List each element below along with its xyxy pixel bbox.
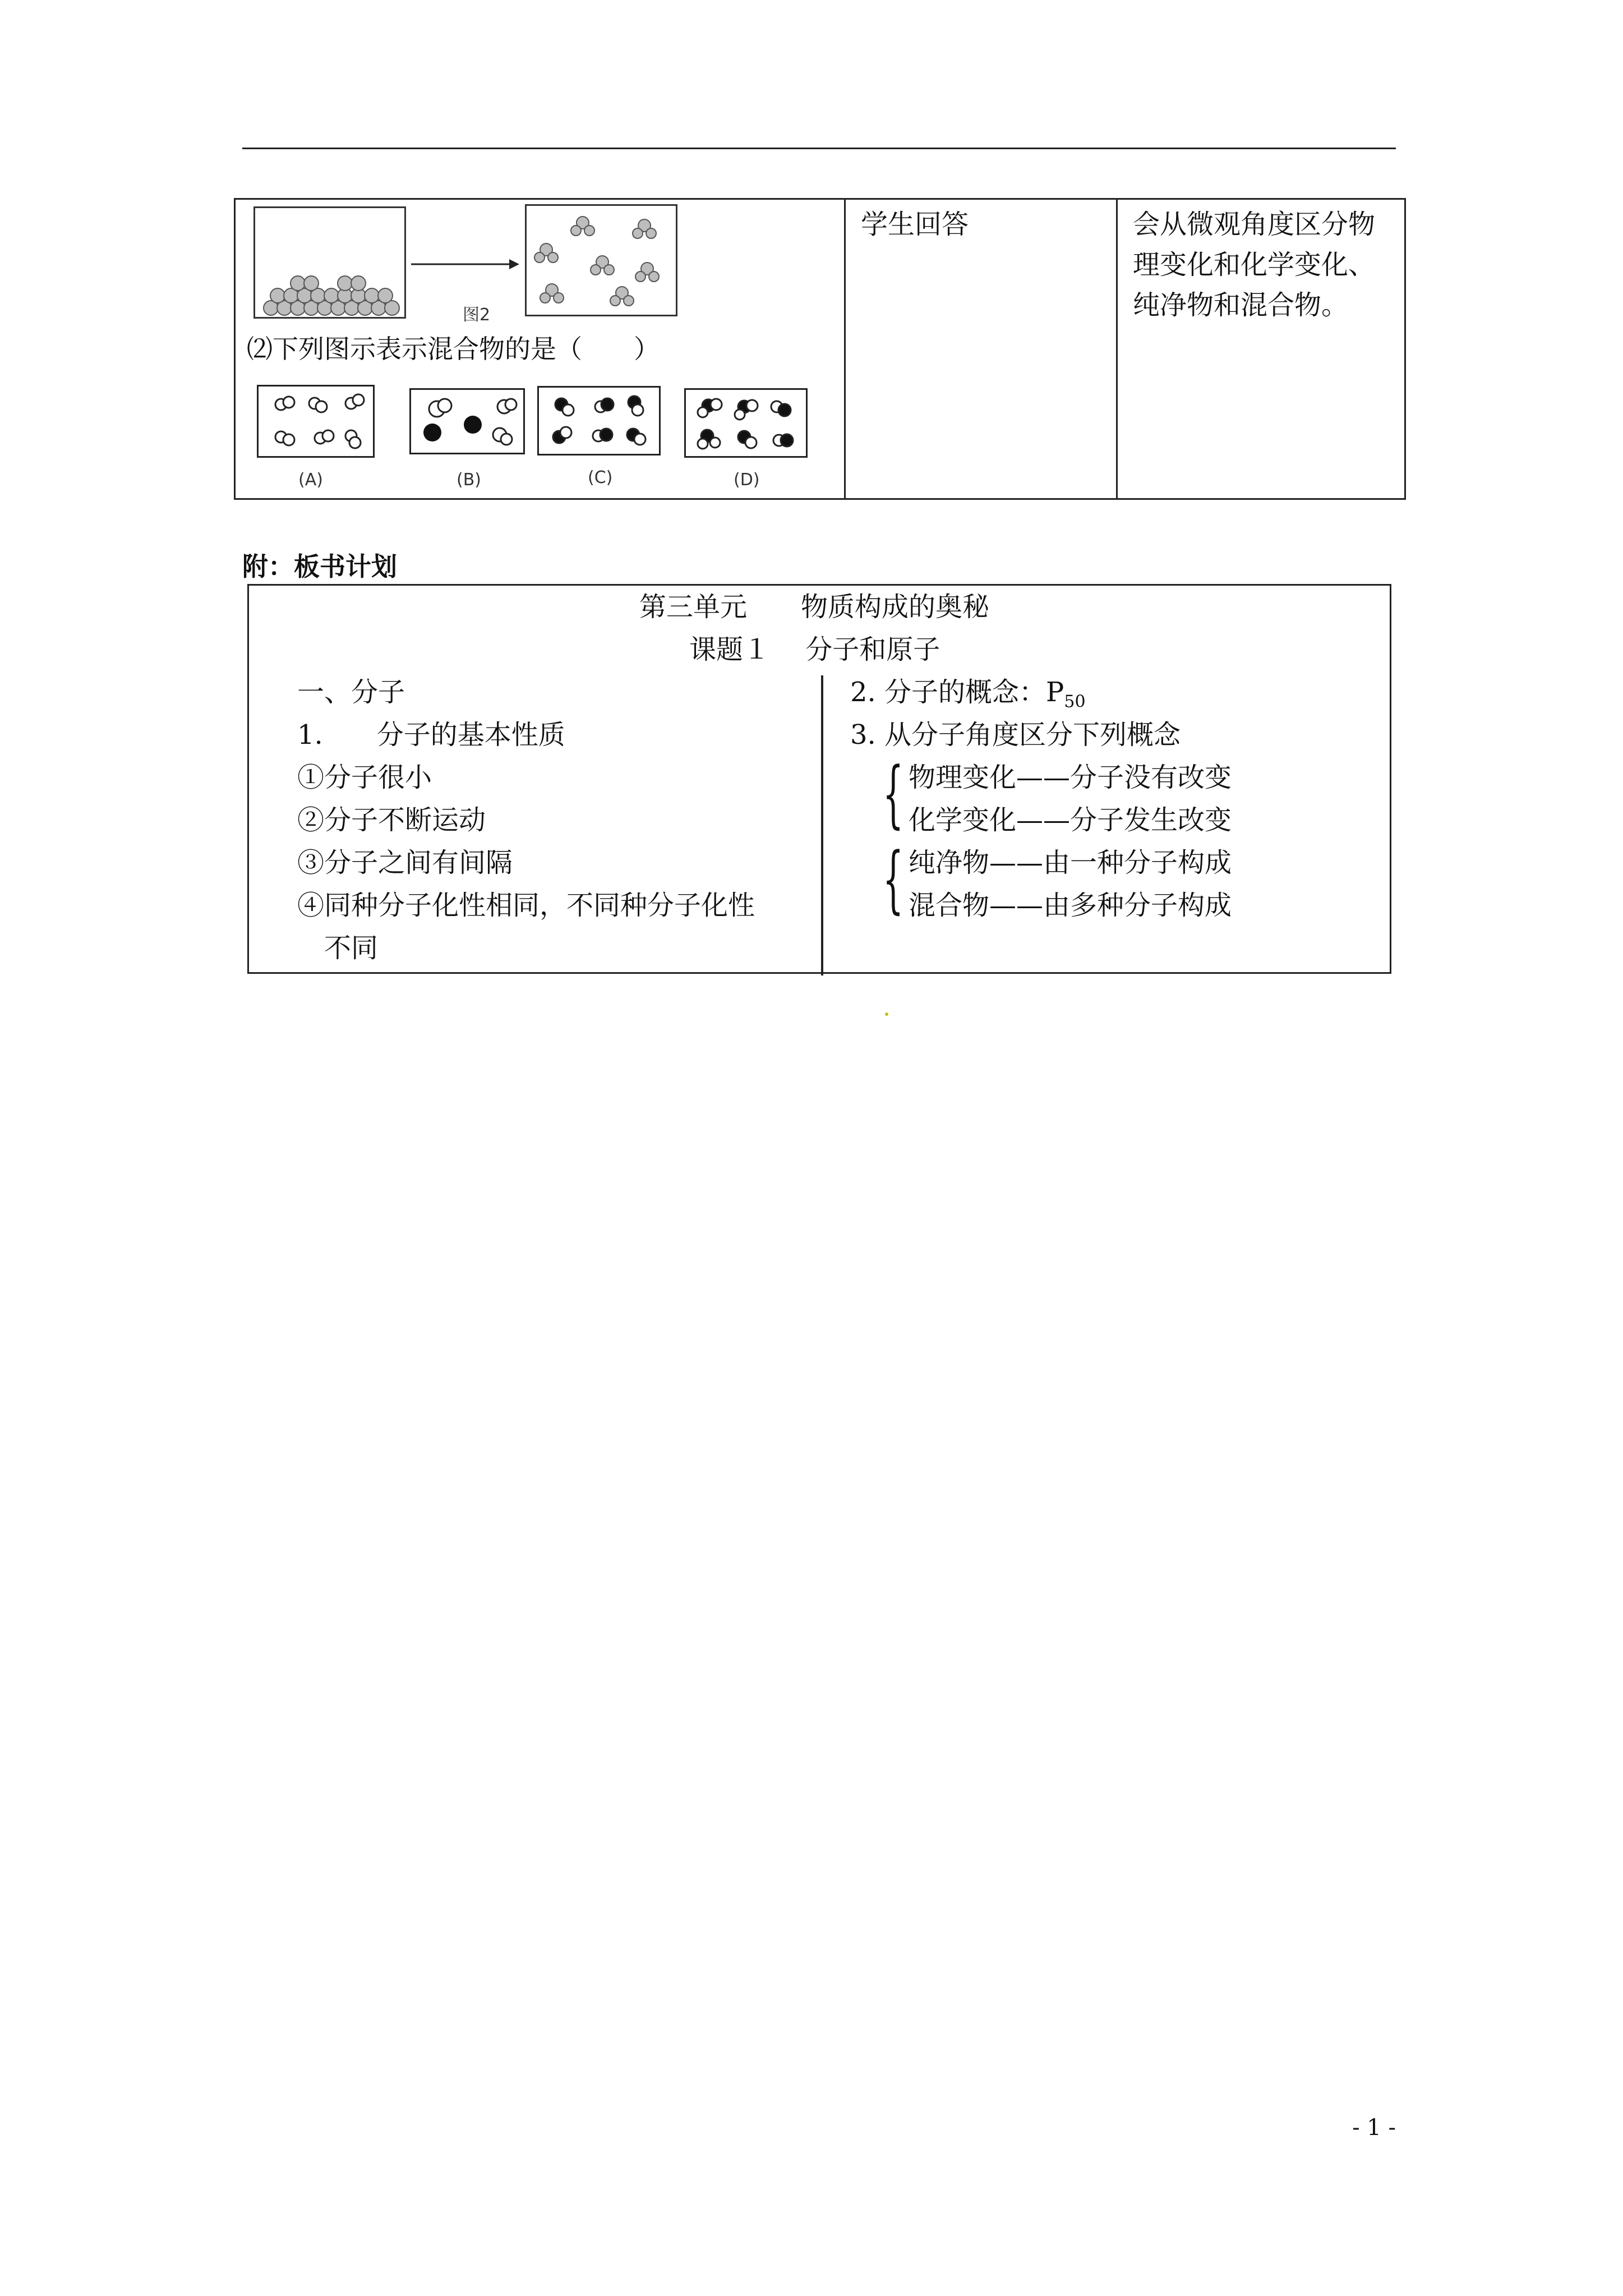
brace-icon: {: [883, 836, 904, 922]
board-left-line-6: ④同种分子化性相同，不同种分子化性: [297, 890, 755, 921]
figure-before-box: [253, 206, 406, 319]
column-divider: [844, 200, 846, 498]
board-left-line-7: 不同: [324, 932, 379, 964]
figure-after-box: [525, 204, 677, 316]
concept-distinction-heading: 3. 从分子角度区分下列概念: [850, 719, 1181, 751]
page-number: - 1 -: [1352, 2115, 1396, 2141]
pure-substance-line: 纯净物——由一种分子构成: [909, 847, 1232, 878]
option-label-a: (A): [298, 470, 323, 490]
board-left-line-2: 1. 分子的基本性质: [297, 719, 565, 751]
option-d-diagram: [684, 388, 808, 458]
option-b-molecules-icon: [411, 390, 523, 453]
board-left-line-1: 一、分子: [297, 677, 405, 708]
blackboard-plan: [247, 584, 1391, 974]
board-left-line-3: ①分子很小: [297, 762, 432, 793]
option-label-d: (D): [734, 470, 760, 490]
option-label-c: (C): [588, 468, 613, 487]
option-a-molecules-icon: [259, 386, 373, 456]
header-rule: [242, 148, 1396, 149]
speck-mark: [885, 1013, 888, 1016]
physical-change-line: 物理变化——分子没有改变: [909, 762, 1232, 793]
figure-caption: 图2: [463, 305, 491, 325]
column-divider: [1116, 200, 1118, 498]
unit-title: 第三单元 物质构成的奥秘: [639, 591, 990, 623]
option-label-b: (B): [457, 470, 481, 490]
concept-definition: 2. 分子的概念：$P_{50}$: [850, 677, 1086, 712]
option-c-diagram: [537, 386, 661, 455]
student-activity: 学生回答: [861, 209, 969, 240]
brace-icon: {: [883, 751, 904, 836]
board-left-line-5: ③分子之间有间隔: [297, 847, 513, 878]
board-divider: [821, 675, 823, 976]
lesson-title: 课题１ 分子和原子: [689, 634, 940, 665]
goal-line-3: 纯净物和混合物。: [1133, 289, 1349, 321]
activity-table: [234, 198, 1406, 500]
option-a-diagram: [257, 385, 375, 458]
question-text: ⑵下列图示表示混合物的是（ ）: [247, 334, 660, 364]
chemical-change-line: 化学变化——分子发生改变: [909, 804, 1232, 836]
goal-line-2: 理变化和化学变化、: [1133, 249, 1376, 280]
option-b-diagram: [409, 388, 525, 454]
option-c-molecules-icon: [539, 388, 659, 454]
mixture-line: 混合物——由多种分子构成: [909, 890, 1232, 921]
arrow-icon: [408, 256, 520, 273]
condensed-molecules-illustration: [255, 208, 404, 317]
appendix-title: 附：板书计划: [242, 551, 397, 582]
dispersed-molecules-illustration: [527, 206, 676, 315]
option-d-molecules-icon: [686, 390, 806, 456]
goal-line-1: 会从微观角度区分物: [1133, 209, 1376, 240]
board-left-line-4: ②分子不断运动: [297, 804, 486, 836]
